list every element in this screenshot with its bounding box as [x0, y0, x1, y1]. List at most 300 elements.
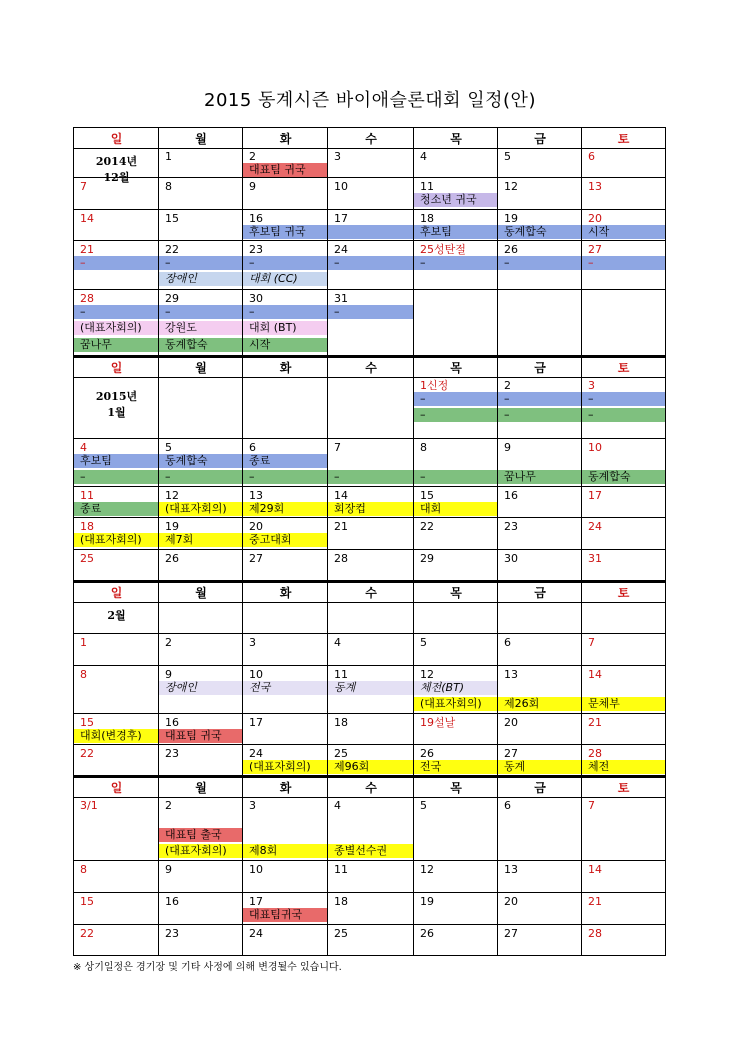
- day-cell: [74, 797, 159, 861]
- day-cell: [498, 634, 582, 666]
- day-cell: [159, 377, 243, 439]
- event-label: –: [334, 470, 340, 483]
- day-number: 31: [588, 552, 602, 565]
- day-number: 3: [334, 150, 341, 163]
- day-number: 13: [588, 180, 602, 193]
- day-number: 19: [420, 895, 434, 908]
- event-label: –: [588, 392, 594, 405]
- day-cell: [328, 714, 414, 745]
- event-label: –: [504, 408, 510, 421]
- day-cell: [159, 893, 243, 925]
- day-number: 12: [420, 863, 434, 876]
- day-cell: [582, 714, 665, 745]
- day-number: 26: [504, 243, 518, 256]
- event-label: –: [334, 305, 340, 318]
- day-number: 14: [334, 489, 348, 502]
- day-number: 20: [504, 716, 518, 729]
- day-header-2: 화: [279, 361, 292, 375]
- day-number: 15: [165, 212, 179, 225]
- day-number: 16: [165, 895, 179, 908]
- day-number: 17: [334, 212, 348, 225]
- day-header-0: 일: [110, 132, 123, 146]
- event-label: 문체부: [588, 697, 620, 710]
- day-cell: [498, 290, 582, 356]
- day-cell: [498, 518, 582, 550]
- event-label: –: [249, 256, 255, 269]
- event-label: –: [249, 305, 255, 318]
- day-header-6: 토: [617, 132, 630, 146]
- day-cell: [243, 634, 328, 666]
- day-header-1: 월: [195, 132, 207, 146]
- event-label: 종료: [249, 454, 271, 467]
- day-number: 24: [249, 927, 263, 940]
- day-cell: [414, 518, 498, 550]
- day-cell: [582, 178, 665, 210]
- day-cell: [328, 178, 414, 210]
- event-label: 장애인: [165, 272, 197, 285]
- month-label: 2014년 12월: [95, 155, 138, 184]
- event-label: 후보팀: [80, 454, 112, 467]
- day-number: 27: [249, 552, 263, 565]
- day-cell: [328, 861, 414, 893]
- event-label: 동계합숙: [165, 454, 208, 467]
- event-label: –: [165, 470, 171, 483]
- day-cell: [582, 148, 665, 178]
- column-divider: [158, 128, 159, 955]
- day-number: 10: [249, 863, 263, 876]
- day-header-5: 금: [534, 781, 546, 795]
- day-number: 11: [420, 180, 434, 193]
- day-number: 16: [504, 489, 518, 502]
- day-cell: [582, 602, 665, 634]
- day-number: 21: [80, 243, 94, 256]
- day-number: 19: [504, 212, 518, 225]
- event-bar: [414, 193, 498, 207]
- day-number: 4: [420, 150, 427, 163]
- day-header-4: 목: [450, 586, 462, 600]
- event-label: 동계합숙: [165, 338, 208, 351]
- day-number: 31: [334, 292, 348, 305]
- day-number: 4: [334, 799, 341, 812]
- event-bar: [243, 321, 328, 335]
- day-number: 1신정: [420, 379, 449, 392]
- day-header-1: 월: [195, 781, 207, 795]
- day-cell: [414, 634, 498, 666]
- day-number: 13: [504, 668, 518, 681]
- day-cell: [582, 518, 665, 550]
- day-cell: [414, 925, 498, 956]
- day-number: 24: [588, 520, 602, 533]
- day-header-0: 일: [110, 781, 123, 795]
- day-number: 24: [249, 747, 263, 760]
- day-number: 20: [249, 520, 263, 533]
- day-cell: [414, 550, 498, 581]
- column-divider: [581, 128, 582, 955]
- day-cell: [414, 714, 498, 745]
- day-cell: [74, 550, 159, 581]
- day-cell: [243, 377, 328, 439]
- day-number: 5: [420, 799, 427, 812]
- day-cell: [498, 487, 582, 518]
- event-label: 종별선수권: [334, 844, 388, 857]
- event-label: 후보팀: [420, 225, 452, 238]
- day-number: 25: [80, 552, 94, 565]
- event-bar: [243, 272, 328, 286]
- day-number: 3/1: [80, 799, 98, 812]
- event-label: 대표팀귀국: [249, 908, 303, 921]
- event-label: –: [80, 305, 86, 318]
- day-number: 18: [420, 212, 434, 225]
- day-number: 7: [334, 441, 341, 454]
- event-label: –: [80, 256, 86, 269]
- event-bar: [243, 163, 328, 177]
- day-number: 11: [80, 489, 94, 502]
- day-number: 22: [80, 927, 94, 940]
- day-header-0: 일: [110, 361, 123, 375]
- day-number: 9: [249, 180, 256, 193]
- day-header-5: 금: [534, 586, 546, 600]
- day-number: 7: [588, 636, 595, 649]
- day-cell: [498, 797, 582, 861]
- day-number: 19설날: [420, 716, 456, 729]
- day-cell: [74, 893, 159, 925]
- day-header-6: 토: [617, 586, 630, 600]
- day-cell: [498, 893, 582, 925]
- event-label: (대표자회의): [80, 533, 142, 546]
- day-cell: [74, 925, 159, 956]
- day-number: 11: [334, 668, 348, 681]
- day-cell: [582, 893, 665, 925]
- day-number: 25: [334, 927, 348, 940]
- day-cell: [328, 148, 414, 178]
- day-number: 22: [420, 520, 434, 533]
- day-header-1: 월: [195, 586, 207, 600]
- day-number: 15: [80, 895, 94, 908]
- event-label: –: [165, 256, 171, 269]
- event-bar: [74, 321, 159, 335]
- day-number: 18: [334, 716, 348, 729]
- event-label: –: [420, 392, 426, 405]
- event-bar: [74, 502, 159, 516]
- day-header-0: 일: [110, 586, 123, 600]
- day-cell: [414, 861, 498, 893]
- day-cell: [159, 634, 243, 666]
- day-number: 17: [249, 716, 263, 729]
- event-label: –: [334, 256, 340, 269]
- day-cell: [159, 861, 243, 893]
- event-label: 시작: [249, 338, 271, 351]
- day-number: 21: [588, 716, 602, 729]
- day-number: 28: [588, 927, 602, 940]
- day-number: 27: [588, 243, 602, 256]
- month-label: 2015년 1월: [95, 390, 138, 419]
- day-number: 21: [334, 520, 348, 533]
- event-label: –: [420, 470, 426, 483]
- day-number: 8: [420, 441, 427, 454]
- day-number: 7: [80, 180, 87, 193]
- day-number: 15: [420, 489, 434, 502]
- day-cell: [243, 714, 328, 745]
- day-number: 2: [165, 799, 172, 812]
- event-bar: [159, 272, 243, 286]
- event-label: –: [588, 408, 594, 421]
- day-number: 23: [165, 927, 179, 940]
- day-number: 15: [80, 716, 94, 729]
- day-number: 1: [80, 636, 87, 649]
- day-number: 14: [588, 668, 602, 681]
- day-number: 26: [420, 747, 434, 760]
- event-label: 대표팀 귀국: [165, 729, 222, 742]
- day-cell: [328, 634, 414, 666]
- day-cell: [243, 178, 328, 210]
- day-cell: [159, 550, 243, 581]
- day-header-5: 금: [534, 361, 546, 375]
- day-cell: [498, 714, 582, 745]
- day-header-4: 목: [450, 132, 462, 146]
- event-label: 중고대회: [249, 533, 292, 546]
- day-number: 9: [165, 668, 172, 681]
- day-number: 25성탄절: [420, 243, 466, 256]
- day-header-2: 화: [279, 586, 292, 600]
- month-divider: [74, 581, 665, 583]
- day-cell: [243, 925, 328, 956]
- day-number: 26: [165, 552, 179, 565]
- day-cell: [243, 550, 328, 581]
- day-cell: [414, 893, 498, 925]
- day-cell: [498, 148, 582, 178]
- day-number: 8: [80, 668, 87, 681]
- event-label: 대회 (BT): [249, 321, 297, 334]
- day-number: 19: [165, 520, 179, 533]
- day-cell: [498, 178, 582, 210]
- event-label: 청소년 귀국: [420, 193, 477, 206]
- event-label: 제96회: [334, 760, 370, 773]
- day-number: 30: [249, 292, 263, 305]
- day-number: 5: [504, 150, 511, 163]
- event-label: 장애인: [165, 681, 197, 694]
- day-cell: [414, 290, 498, 356]
- day-cell: [74, 666, 159, 714]
- day-cell: [328, 893, 414, 925]
- day-number: 23: [249, 243, 263, 256]
- day-number: 14: [588, 863, 602, 876]
- day-number: 4: [80, 441, 87, 454]
- event-label: –: [80, 470, 86, 483]
- day-cell: [582, 797, 665, 861]
- day-cell: [159, 925, 243, 956]
- day-number: 23: [504, 520, 518, 533]
- event-label: 대표팀 출국: [165, 828, 222, 841]
- day-cell: [582, 634, 665, 666]
- event-label: 종료: [80, 502, 102, 515]
- column-divider: [327, 128, 328, 955]
- event-label: –: [165, 305, 171, 318]
- day-number: 10: [588, 441, 602, 454]
- event-label: 전국: [420, 760, 442, 773]
- day-cell: [159, 178, 243, 210]
- day-number: 20: [504, 895, 518, 908]
- day-header-3: 수: [365, 361, 377, 375]
- day-number: 3: [588, 379, 595, 392]
- event-label: 동계합숙: [588, 470, 631, 483]
- day-cell: [328, 550, 414, 581]
- calendar-table: [73, 127, 666, 956]
- event-label: (대표자회의): [249, 760, 311, 773]
- day-number: 29: [420, 552, 434, 565]
- day-cell: [582, 925, 665, 956]
- event-label: –: [420, 256, 426, 269]
- day-cell: [328, 290, 414, 356]
- event-label: 제26회: [504, 697, 540, 710]
- event-label: 회장컵: [334, 502, 366, 515]
- day-cell: [498, 861, 582, 893]
- page-title: 2015 동계시즌 바이애슬론대회 일정(안): [204, 90, 536, 111]
- event-label: 제29회: [249, 502, 285, 515]
- day-header-3: 수: [365, 132, 377, 146]
- day-number: 2: [249, 150, 256, 163]
- event-label: 체전(BT): [420, 681, 465, 694]
- day-number: 2: [504, 379, 511, 392]
- day-number: 5: [165, 441, 172, 454]
- event-label: –: [420, 408, 426, 421]
- day-cell: [74, 861, 159, 893]
- day-header-1: 월: [195, 361, 207, 375]
- day-number: 9: [165, 863, 172, 876]
- day-number: 18: [334, 895, 348, 908]
- day-number: 13: [504, 863, 518, 876]
- day-cell: [328, 377, 414, 439]
- day-number: 16: [165, 716, 179, 729]
- day-header-2: 화: [279, 781, 292, 795]
- day-number: 22: [165, 243, 179, 256]
- day-number: 23: [165, 747, 179, 760]
- day-number: 26: [420, 927, 434, 940]
- day-cell: [243, 602, 328, 634]
- day-cell: [582, 290, 665, 356]
- day-number: 1: [165, 150, 172, 163]
- day-number: 3: [249, 636, 256, 649]
- event-label: 체전: [588, 760, 610, 773]
- event-bar: [243, 908, 328, 922]
- month-divider: [74, 356, 665, 358]
- event-label: 시작: [588, 225, 610, 238]
- event-bar: [159, 729, 243, 743]
- event-label: 대회: [420, 502, 442, 515]
- day-cell: [74, 634, 159, 666]
- event-bar: [74, 729, 159, 743]
- event-label: 동계: [334, 681, 356, 694]
- event-label: 동계: [504, 760, 526, 773]
- day-number: 13: [249, 489, 263, 502]
- event-label: –: [588, 256, 594, 269]
- day-header-6: 토: [617, 361, 630, 375]
- event-label: (대표자회의): [165, 502, 227, 515]
- day-number: 29: [165, 292, 179, 305]
- day-number: 27: [504, 927, 518, 940]
- day-cell: [74, 745, 159, 776]
- day-cell: [328, 518, 414, 550]
- event-label: (대표자회의): [420, 697, 482, 710]
- day-cell: [414, 148, 498, 178]
- day-number: 16: [249, 212, 263, 225]
- day-number: 17: [588, 489, 602, 502]
- day-number: 11: [334, 863, 348, 876]
- column-divider: [242, 128, 243, 955]
- day-header-3: 수: [365, 781, 377, 795]
- day-cell: [498, 550, 582, 581]
- day-number: 18: [80, 520, 94, 533]
- day-header-4: 목: [450, 781, 462, 795]
- day-number: 6: [504, 799, 511, 812]
- day-cell: [414, 797, 498, 861]
- day-header-5: 금: [534, 132, 546, 146]
- month-divider: [74, 776, 665, 778]
- day-number: 21: [588, 895, 602, 908]
- event-bar: [243, 225, 414, 239]
- event-label: 대회 (CC): [249, 272, 298, 285]
- day-header-4: 목: [450, 361, 462, 375]
- day-header-3: 수: [365, 586, 377, 600]
- day-number: 28: [588, 747, 602, 760]
- day-cell: [582, 487, 665, 518]
- day-cell: [498, 925, 582, 956]
- day-cell: [159, 745, 243, 776]
- day-number: 22: [80, 747, 94, 760]
- event-bar: [159, 321, 243, 335]
- day-number: 2: [165, 636, 172, 649]
- day-cell: [498, 602, 582, 634]
- day-number: 28: [80, 292, 94, 305]
- day-cell: [159, 148, 243, 178]
- event-label: 꿈나무: [504, 470, 536, 483]
- day-number: 12: [420, 668, 434, 681]
- event-label: (대표자회의): [165, 844, 227, 857]
- event-label: (대표자회의): [80, 321, 142, 334]
- day-number: 10: [249, 668, 263, 681]
- day-number: 17: [249, 895, 263, 908]
- month-label: 2월: [107, 609, 126, 622]
- day-cell: [582, 550, 665, 581]
- day-number: 25: [334, 747, 348, 760]
- day-number: 27: [504, 747, 518, 760]
- day-number: 8: [80, 863, 87, 876]
- day-header-2: 화: [279, 132, 292, 146]
- day-number: 6: [249, 441, 256, 454]
- footnote: ※ 상기일정은 경기장 및 기타 사정에 의해 변경될수 있습니다.: [73, 962, 342, 973]
- event-label: –: [504, 256, 510, 269]
- day-cell: [159, 602, 243, 634]
- day-cell: [159, 210, 243, 241]
- day-cell: [414, 602, 498, 634]
- day-cell: [74, 210, 159, 241]
- event-label: –: [504, 392, 510, 405]
- event-label: 강원도: [165, 321, 197, 334]
- day-number: 7: [588, 799, 595, 812]
- day-number: 24: [334, 243, 348, 256]
- day-number: 28: [334, 552, 348, 565]
- day-cell: [328, 602, 414, 634]
- event-label: 제8회: [249, 844, 278, 857]
- day-number: 6: [588, 150, 595, 163]
- day-number: 20: [588, 212, 602, 225]
- day-number: 5: [420, 636, 427, 649]
- event-label: 후보팀 귀국: [249, 225, 306, 238]
- event-label: –: [249, 470, 255, 483]
- event-label: 대표팀 귀국: [249, 163, 306, 176]
- day-number: 30: [504, 552, 518, 565]
- day-number: 10: [334, 180, 348, 193]
- event-label: 제7회: [165, 533, 194, 546]
